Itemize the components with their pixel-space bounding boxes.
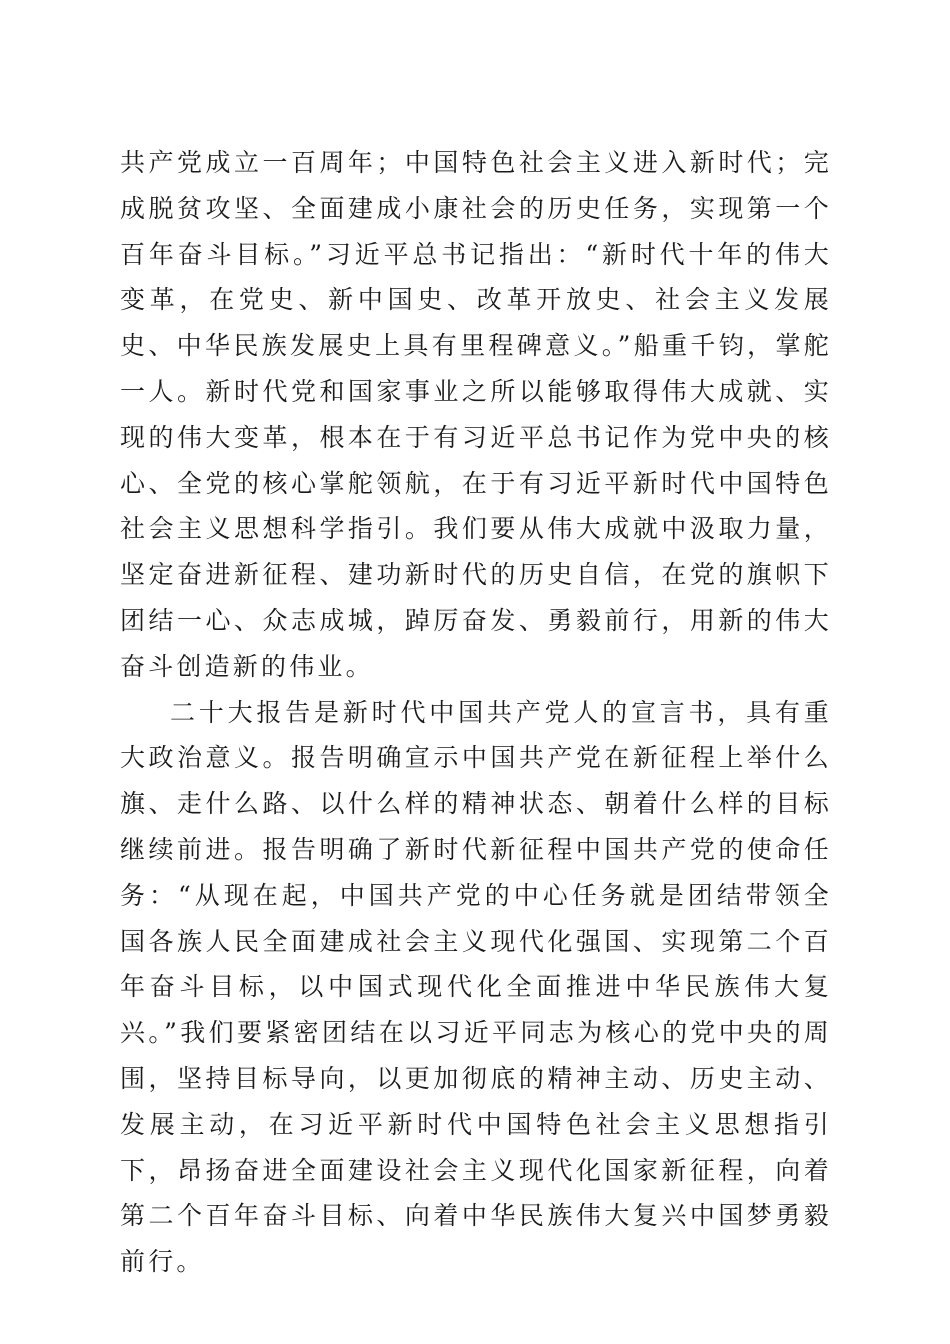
document-body [120,140,832,1285]
paragraph-second: 二十大报告是新时代中国共产党人的宣言书，具有重大政治意义。报告明确宣示中国共产党在新征程上举什么旗、走什么路、以什么样的精神状态、朝着什么样的目标继续前进。报告明确了新时代新征程中国共产党的使命任务：“从现在起，中国共产党的中心任务就是团结带领全国各族人民全面建成社会主义现代化强国、实现第二个百年奋斗目标，以中国式现代化全面推进中华民族伟大复兴。”我们要紧密团结在以习近平同志为核心的党中央的周围，坚持目标导向，以更加彻底的精神主动、历史主动、发展主动，在习近平新时代中国特色社会主义思想指引下，昂扬奋进全面建设社会主义现代化国家新征程，向着第二个百年奋斗目标、向着中华民族伟大复兴中国梦勇毅前行。 [120,697,832,1277]
paragraph-continuation: 共产党成立一百周年；中国特色社会主义进入新时代；完成脱贫攻坚、全面建成小康社会的历史任务，实现第一个百年奋斗目标。”习近平总书记指出：“新时代十年的伟大变革，在党史、新中国史、改革开放史、社会主义发展史、中华民族发展史上具有里程碑意义。”船重千钧，掌舵一人。新时代党和国家事业之所以能够取得伟大成就、实现的伟大变革，根本在于有习近平总书记作为党中央的核心、全党的核心掌舵领航，在于有习近平新时代中国特色社会主义思想科学指引。我们要从伟大成就中汲取力量，坚定奋进新征程、建功新时代的历史自信，在党的旗帜下团结一心、众志成城，踔厉奋发、勇毅前行，用新的伟大奋斗创造新的伟业。 [120,148,832,681]
